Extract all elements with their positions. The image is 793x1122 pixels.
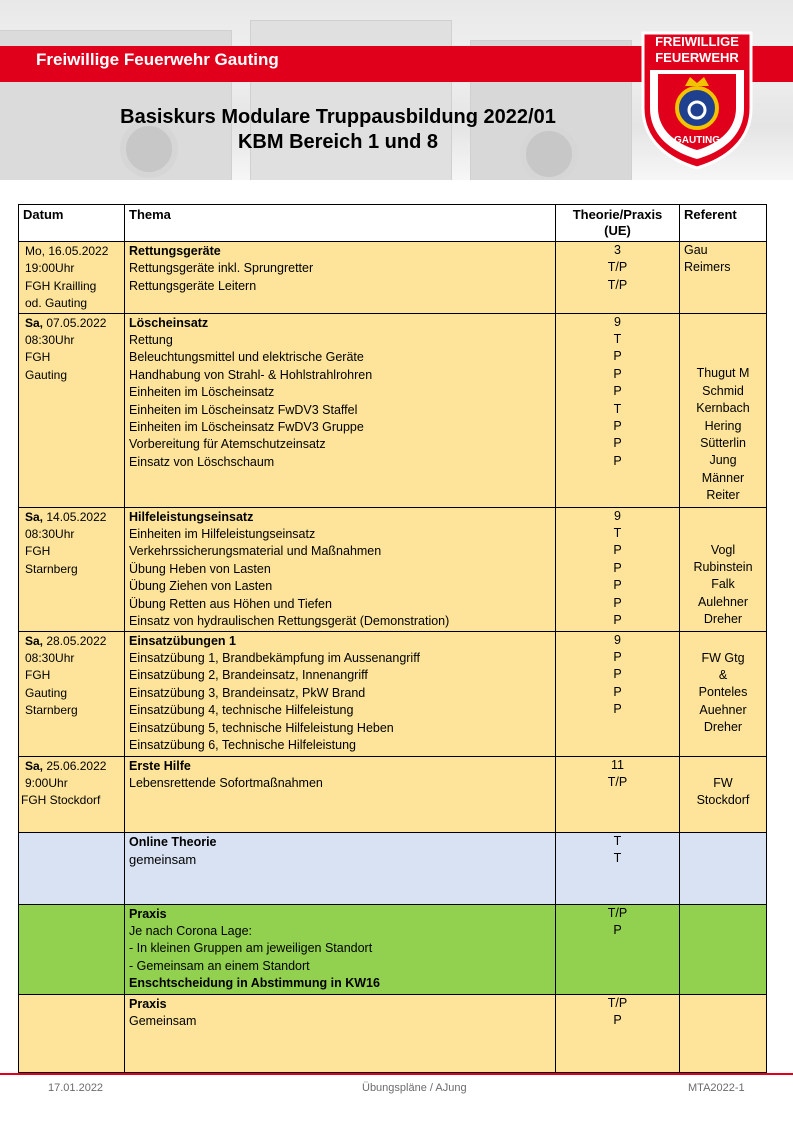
brand-name: Freiwillige Feuerwehr Gauting	[36, 50, 279, 69]
module-title: Hilfeleistungseinsatz	[129, 509, 254, 524]
referent-cell: FW Stockdorf	[680, 756, 767, 832]
footer-date: 17.01.2022	[48, 1082, 104, 1094]
referent-cell	[680, 904, 767, 994]
header-date: Datum	[19, 205, 125, 242]
table-row	[19, 242, 767, 314]
theory-practice-cell: 9 T P P P P P	[556, 507, 680, 631]
date-cell	[19, 994, 125, 1072]
theme-cell: Online Theorie gemeinsam	[125, 832, 556, 904]
svg-text:FEUERWEHR: FEUERWEHR	[655, 50, 739, 65]
theory-practice-cell: 9 T P P P T P P P	[556, 313, 680, 507]
module-title: Praxis	[129, 996, 167, 1011]
table-header-row	[19, 205, 767, 242]
page-title: Basiskurs Modulare Truppausbildung 2022/01	[120, 106, 556, 128]
theory-practice-cell: 11 T/P	[556, 756, 680, 832]
table-row	[19, 994, 767, 1072]
date-cell: Mo, 16.05.2022 19:00Uhr FGH Krailling od. Gauting	[19, 242, 125, 314]
referent-cell	[680, 994, 767, 1072]
schedule-table	[18, 204, 767, 1073]
theory-practice-cell: T/P P	[556, 994, 680, 1072]
theme-cell: Löscheinsatz Rettung Beleuchtungsmittel und elektrische Geräte Handhabung von Strahl- & Hohlstrahlrohren Einheiten im Löscheinsatz Einheiten im Löscheinsatz FwDV3 Staffel Einheiten im Löscheinsatz FwDV3 Gruppe Vorbereitung für Atemschutzeinsatz Einsatz von Löschschaum	[125, 313, 556, 507]
table-row	[19, 507, 767, 631]
header-theory-practice: Theorie/Praxis (UE)	[556, 205, 680, 242]
fire-department-crest-icon	[640, 30, 754, 170]
table-row	[19, 756, 767, 832]
table-row	[19, 313, 767, 507]
theory-practice-cell: 9 P P P P	[556, 631, 680, 756]
referent-cell: Vogl Rubinstein Falk Aulehner Dreher	[680, 507, 767, 631]
date-cell: Sa, 14.05.2022 08:30Uhr FGH Starnberg	[19, 507, 125, 631]
theme-cell: Praxis Gemeinsam	[125, 994, 556, 1072]
theme-cell: Einsatzübungen 1 Einsatzübung 1, Brandbekämpfung im Aussenangriff Einsatzübung 2, Brandeinsatz, Innenangriff Einsatzübung 3, Brandeinsatz, PkW Brand Einsatzübung 4, technische Hilfeleistung Einsatzübung 5, technische Hilfeleistung Heben Einsatzübung 6, Technische Hilfeleistung	[125, 631, 556, 756]
date-cell	[19, 904, 125, 994]
module-title: Löscheinsatz	[129, 315, 209, 330]
footer-divider	[0, 1073, 793, 1075]
page-subtitle: KBM Bereich 1 und 8	[237, 131, 439, 153]
theme-cell: Rettungsgeräte Rettungsgeräte inkl. Sprungretter Rettungsgeräte Leitern	[125, 242, 556, 314]
module-title: Praxis	[129, 906, 167, 921]
header-referent: Referent	[680, 205, 767, 242]
decision-note: Enschtscheidung in Abstimmung in KW16	[129, 976, 380, 991]
fire-department-logo	[640, 30, 754, 170]
date-cell: Sa, 25.06.2022 9:00Uhr FGH Stockdorf	[19, 756, 125, 832]
table-row	[19, 832, 767, 904]
module-title: Rettungsgeräte	[129, 244, 221, 258]
svg-text:FREIWILLIGE: FREIWILLIGE	[655, 34, 739, 49]
module-title: Online Theorie	[129, 834, 217, 849]
referent-cell: Thugut M Schmid Kernbach Hering Sütterlin Jung Männer Reiter	[680, 313, 767, 507]
footer-doc-id: MTA2022-1	[688, 1082, 745, 1094]
theory-practice-cell: T T	[556, 832, 680, 904]
footer-author: Übungspläne / AJung	[362, 1082, 467, 1094]
date-cell: Sa, 28.05.2022 08:30Uhr FGH Gauting Starnberg	[19, 631, 125, 756]
table-row	[19, 631, 767, 756]
date-cell: Sa, 07.05.2022 08:30Uhr FGH Gauting	[19, 313, 125, 507]
referent-cell: Gau Reimers	[680, 242, 767, 314]
referent-cell: FW Gtg & Ponteles Auehner Dreher	[680, 631, 767, 756]
module-title: Einsatzübungen 1	[129, 633, 236, 648]
header-theme: Thema	[125, 205, 556, 242]
theory-practice-cell: 3 T/P T/P	[556, 242, 680, 314]
table-row	[19, 904, 767, 994]
svg-text:GAUTING: GAUTING	[673, 135, 721, 146]
theme-cell: Hilfeleistungseinsatz Einheiten im Hilfeleistungseinsatz Verkehrssicherungsmaterial und Maßnahmen Übung Heben von Lasten Übung Ziehen von Lasten Übung Retten aus Höhen und Tiefen Einsatz von hydraulischen Rettungsgerät (Demonstration)	[125, 507, 556, 631]
date-cell	[19, 832, 125, 904]
referent-cell	[680, 832, 767, 904]
theory-practice-cell: T/P P	[556, 904, 680, 994]
theme-cell: Erste Hilfe Lebensrettende Sofortmaßnahmen	[125, 756, 556, 832]
theme-cell: Praxis Je nach Corona Lage: - In kleinen Gruppen am jeweiligen Standort - Gemeinsam an einem Standort Enschtscheidung in Abstimmung in KW16	[125, 904, 556, 994]
module-title: Erste Hilfe	[129, 758, 191, 773]
